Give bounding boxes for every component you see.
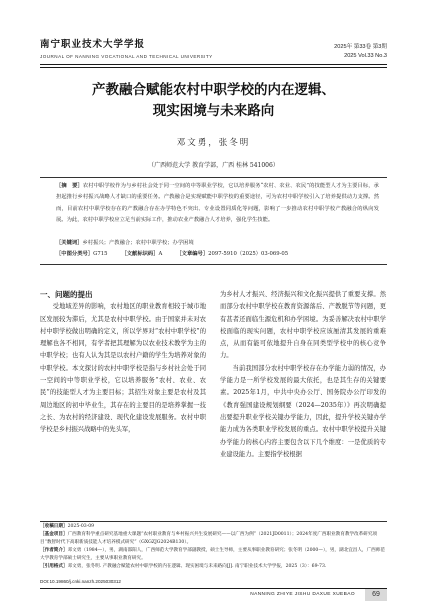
keywords-label: ［关键词］ (56, 240, 83, 246)
header-rule-thin (40, 67, 387, 68)
article-id: ［文章编号］2097-5910（2025）03-069-05 (176, 251, 289, 257)
body-paragraph: 为乡村人才振兴、经济振兴和文化振兴提供了重要支撑。然而部分农村中职学校在教育资源落后、产教脱节等问题，更有甚者还面临生源危机和办学困境。为妥善解决农村中职学校面临的现实问题，农村中职学校应该厘清其发展的重难点，从而有能可依地提升自身在同类型学校中的核心竞争力。 (220, 291, 386, 360)
classification-row (56, 249, 379, 260)
keywords-text: 乡村振兴；产教融合；农村中职学校；办学困境 (82, 240, 194, 246)
footnote-citation: ［引用格式］邓文勇，张冬明. 产教融合赋能农村中职学校的内在逻辑、现实困境与未来路向[J]. 南宁职业技术大学学报，2025（3）：69-73. (40, 564, 327, 569)
body-column-left (40, 289, 206, 437)
issue-en: 2025 Vol.33 No.3 (344, 53, 387, 59)
clc: ［中图分类号］G715 (56, 251, 108, 257)
body-paragraph: 受地域差异的影响，农村地区的职业教育相较于城市地区发展较为滞后，尤其是农村中职学校。由于国家并未对农村中职学校做出明确的定义，所以学界对“农村中职学校”的理解也各不相同，有学者把其理解为以农业技术教学为主的中职学校；也有人认为其是以农村户籍的学生为培养对象的中职学校。本文探讨的农村中职学校是指与乡村社会处于同一空间的中等职业学校，它以培养服务“农村、农业、农民”的技能型人才为主要目标；其招生对象主要是农村及其周边地区的初中毕业生，其存在的主要目的是培养掌握一技之长、为农村的经济建设、现代化建设发展服务。农村中职学校是乡村振兴战略中的先头军， (40, 303, 206, 434)
abstract-rule-bottom (40, 264, 387, 265)
abstract (56, 181, 379, 227)
journal-title-cn: 南宁职业技术大学学报 (40, 39, 146, 50)
doc-code: ［文献标识码］A (121, 251, 163, 257)
section-heading: 一、问题的提出 (40, 290, 93, 299)
body-paragraph: 当前我国部分农村中职学校存在办学能力弱的情况，办学能力是一所学校发展的最大依托，也是其生存的关键要素。2025年1月，中共中央办公厅、国务院办公厅印发的《教育强国建设规划纲要（2024—2035年）》再次明确提出要提升职业学校关键办学能力，因此，提升学校关键办学能力成为各类职业学校发展的重点。农村中职学校提升关键办学能力的核心内容主要包含以下几个维度：一是优质的专业建设能力。主要指学校根据 (220, 364, 386, 458)
keywords (56, 238, 379, 249)
footnote-rule (40, 521, 387, 522)
body-column-right (220, 289, 386, 461)
footnotes (40, 523, 387, 571)
doi: DOI:10.19860/j.cnki.nanzh.2025030312 (40, 579, 121, 584)
footnote-funding: ［基金项目］广西教育科学重点研究基地重大课题“农村职业教育与乡村振兴共生发展研究——以广西为例”（2021JD0011）；2024年度广西职业教育教学改革研究项目“数智时代下高职新质技能人才培养模式研究”（GXGZJG2024B130）。 (40, 532, 378, 545)
authors: 邓文勇，张冬明 (176, 138, 251, 148)
footnote-received: ［收稿日期］2025-03-09 (40, 524, 95, 529)
page-number: 69 (365, 589, 387, 601)
issue-cn: 2025年 第33卷 第3期 (334, 44, 387, 50)
article-title-line1: 产教融合赋能农村中职学校的内在逻辑、 (92, 82, 335, 98)
footnote-author-bio: ［作者简介］邓文勇（1984—），男，湖南邵阳人，广西师范大学教育学部副教授，硕士生导师，主要从事职业教育研究；张冬明（2000—），男，湖北宜昌人，广西师范大学教育学部硕士研究生，主要从事职业教育研究。 (40, 548, 385, 561)
journal-title-en: JOURNAL OF NANNING VOCATIONAL AND TECHNICAL UNIVERSITY (40, 54, 213, 59)
abstract-label: ［摘 要］ (56, 183, 83, 189)
abstract-text: 农村中职学校作为与乡村社会处于同一空间的中等职业学校，它以培养服务“农村、农业、农民”的技能型人才为主要目标，承担起推行乡村振兴战略人才缺口的重要任务。产教融合是实现赋能中职学校的重要途径，可为农村中职学校引入了培养提供动力支撑。然而，目前农村中职学校存在的产教融合存在办学特色不突出、专业设置同质化等问题，影响了一步推动农村中职学校产教融合的纵向发展。为此，农村中职学校应立足当前实际工作，推动农业产教融合人才培养，强化学生技能。 (56, 183, 379, 224)
article-title-line2: 现实困境与未来路向 (152, 103, 275, 119)
journal-header (40, 36, 387, 59)
header-rule (40, 64, 387, 65)
footer-journal-pinyin: NANNING ZHIYE JISHU DAXUE XUEBAO (250, 592, 355, 597)
article-title (40, 80, 387, 122)
abstract-rule-top (40, 177, 387, 178)
footer-rule (40, 588, 387, 589)
affiliation: （广西师范大学 教育学部，广西 桂林 541006） (148, 162, 279, 169)
